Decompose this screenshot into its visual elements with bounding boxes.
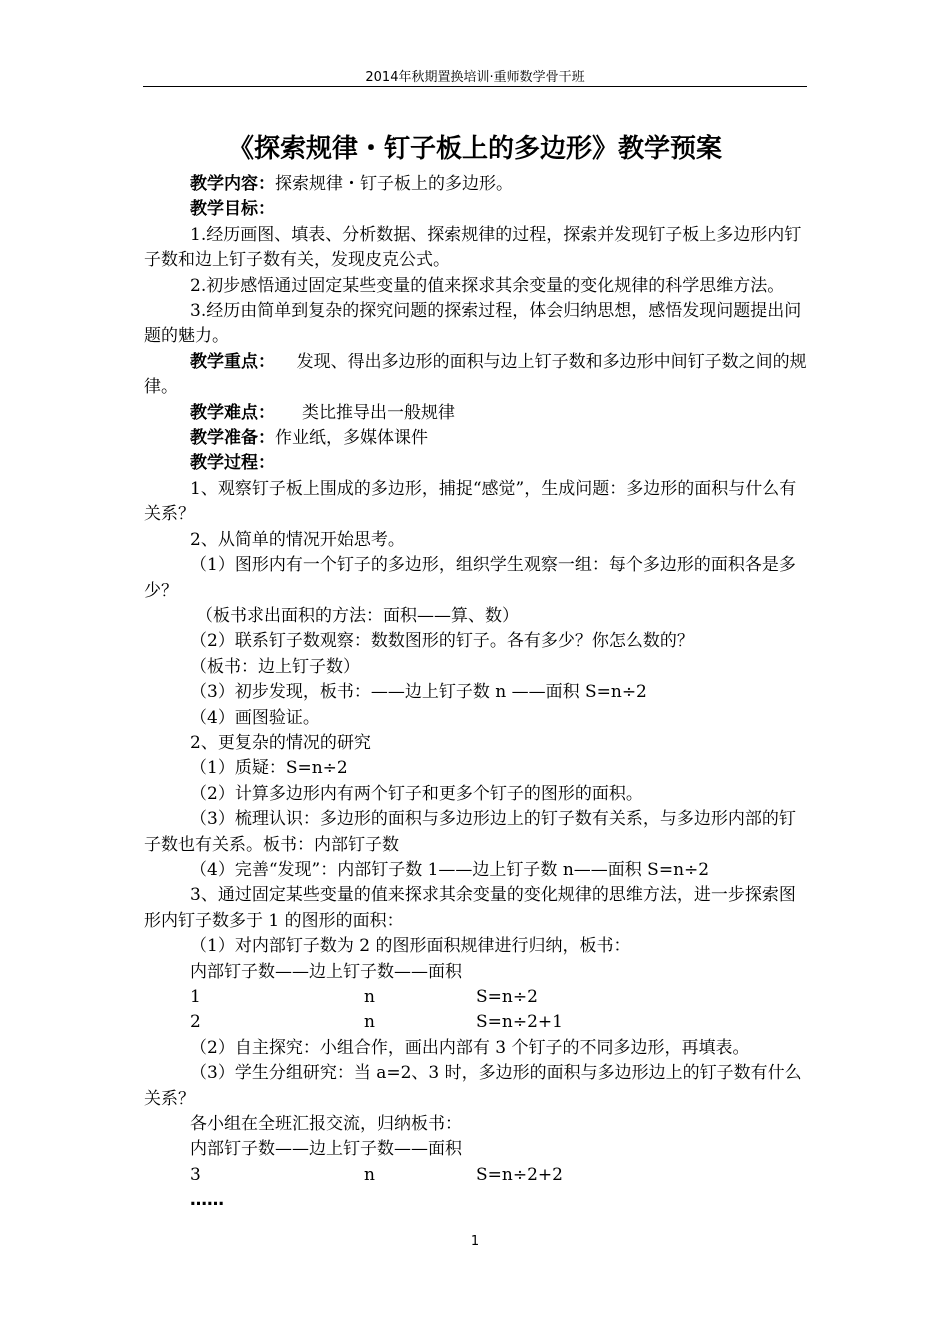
header-rule [143, 86, 807, 87]
content-paragraph [144, 172, 808, 197]
prep-paragraph [144, 426, 808, 451]
prep-label: 教学准备： [190, 428, 275, 449]
goal-item: 1.经历画图、填表、分析数据、探索规律的过程，探索并发现钉子板上多边形内钉子数和边上钉子数有关，发现皮克公式。 [144, 224, 802, 271]
process-line: （1）对内部钉子数为 2 的图形面积规律进行归纳，板书： [190, 936, 631, 957]
process-line: （3）梳理认识：多边形的面积与多边形边上的钉子数有关系，与多边形内部的钉子数也有关系。板书：内部钉子数 [144, 809, 796, 855]
table-cell: S=n÷2+2 [476, 1164, 563, 1185]
content-label: 教学内容： [190, 174, 275, 194]
process-line: （1）质疑：S=n÷2 [190, 758, 348, 779]
prep-text: 作业纸，多媒体课件 [275, 428, 428, 449]
process-line: （3）学生分组研究：当 a=2、3 时，多边形的面积与多边形边上的钉子数有什么关系？ [144, 1063, 802, 1109]
page-number: 1 [470, 1234, 480, 1249]
process-label: 教学过程： [190, 453, 275, 474]
key-text: 发现、得出多边形的面积与边上钉子数和多边形中间钉子数之间的规律。 [144, 351, 807, 398]
goals-label: 教学目标： [190, 199, 275, 220]
table1-row [144, 985, 808, 1010]
table-cell: n [364, 987, 375, 1007]
process-line: （板书求出面积的方法：面积——算、数） [196, 605, 519, 626]
difficulty-paragraph [144, 401, 808, 426]
process-line: （2）联系钉子数观察：数数图形的钉子。各有多少？你怎么数的？ [190, 631, 694, 652]
table2-header: 内部钉子数——边上钉子数——面积 [190, 1139, 462, 1160]
process-line: 3、通过固定某些变量的值来探求其余变量的变化规律的思维方法，进一步探索图形内钉子数多于 1 的图形的面积： [144, 885, 796, 931]
content-text: 探索规律・钉子板上的多边形。 [275, 174, 513, 194]
document-body [144, 172, 808, 1214]
ellipsis: …… [190, 1190, 224, 1211]
goals-heading [144, 197, 808, 222]
process-line: （4）画图验证。 [190, 707, 320, 728]
process-line: （2）计算多边形内有两个钉子和更多个钉子的图形的面积。 [190, 783, 643, 804]
key-label: 教学重点： [190, 351, 275, 372]
process-line: （4）完善“发现”：内部钉子数 1——边上钉子数 n——面积 S=n÷2 [190, 859, 710, 880]
table-cell: 1 [190, 987, 201, 1007]
table1-row [144, 1010, 808, 1035]
process-line: 2、更复杂的情况的研究 [190, 732, 371, 753]
process-line: （1）图形内有一个钉子的多边形，组织学生观察一组：每个多边形的面积各是多少？ [144, 555, 796, 601]
process-line: 2、从简单的情况开始思考。 [190, 529, 405, 550]
table2-row [144, 1163, 808, 1188]
process-line: （3）初步发现，板书：——边上钉子数 n ——面积 S=n÷2 [190, 682, 647, 703]
table-cell: 2 [190, 1012, 201, 1033]
process-line: （2）自主探究：小组合作，画出内部有 3 个钉子的不同多边形，再填表。 [190, 1037, 750, 1058]
table-cell: 3 [190, 1164, 201, 1185]
difficulty-label: 教学难点： [190, 402, 275, 423]
page-header: 2014年秋期置换培训·重师数学骨干班 [365, 70, 585, 85]
goal-item: 2.初步感悟通过固定某些变量的值来探求其余变量的变化规律的科学思维方法。 [190, 275, 785, 296]
table-cell: n [364, 1164, 375, 1185]
process-heading [144, 451, 808, 476]
key-paragraph [144, 350, 808, 401]
process-line: （板书：边上钉子数） [190, 656, 360, 677]
goal-item: 3.经历由简单到复杂的探究问题的探索过程，体会归纳思想，感悟发现问题提出问题的魅力。 [144, 301, 802, 347]
difficulty-text: 类比推导出一般规律 [302, 402, 456, 423]
table-cell: S=n÷2 [476, 987, 538, 1007]
process-line: 各小组在全班汇报交流，归纳板书： [190, 1114, 462, 1134]
table-cell: S=n÷2+1 [476, 1012, 563, 1033]
table1-header: 内部钉子数——边上钉子数——面积 [190, 961, 462, 982]
process-line: 1、观察钉子板上围成的多边形，捕捉“感觉”，生成问题：多边形的面积与什么有关系？ [144, 478, 797, 525]
document-title: 《探索规律・钉子板上的多边形》教学预案 [227, 134, 722, 164]
table-cell: n [364, 1012, 375, 1033]
